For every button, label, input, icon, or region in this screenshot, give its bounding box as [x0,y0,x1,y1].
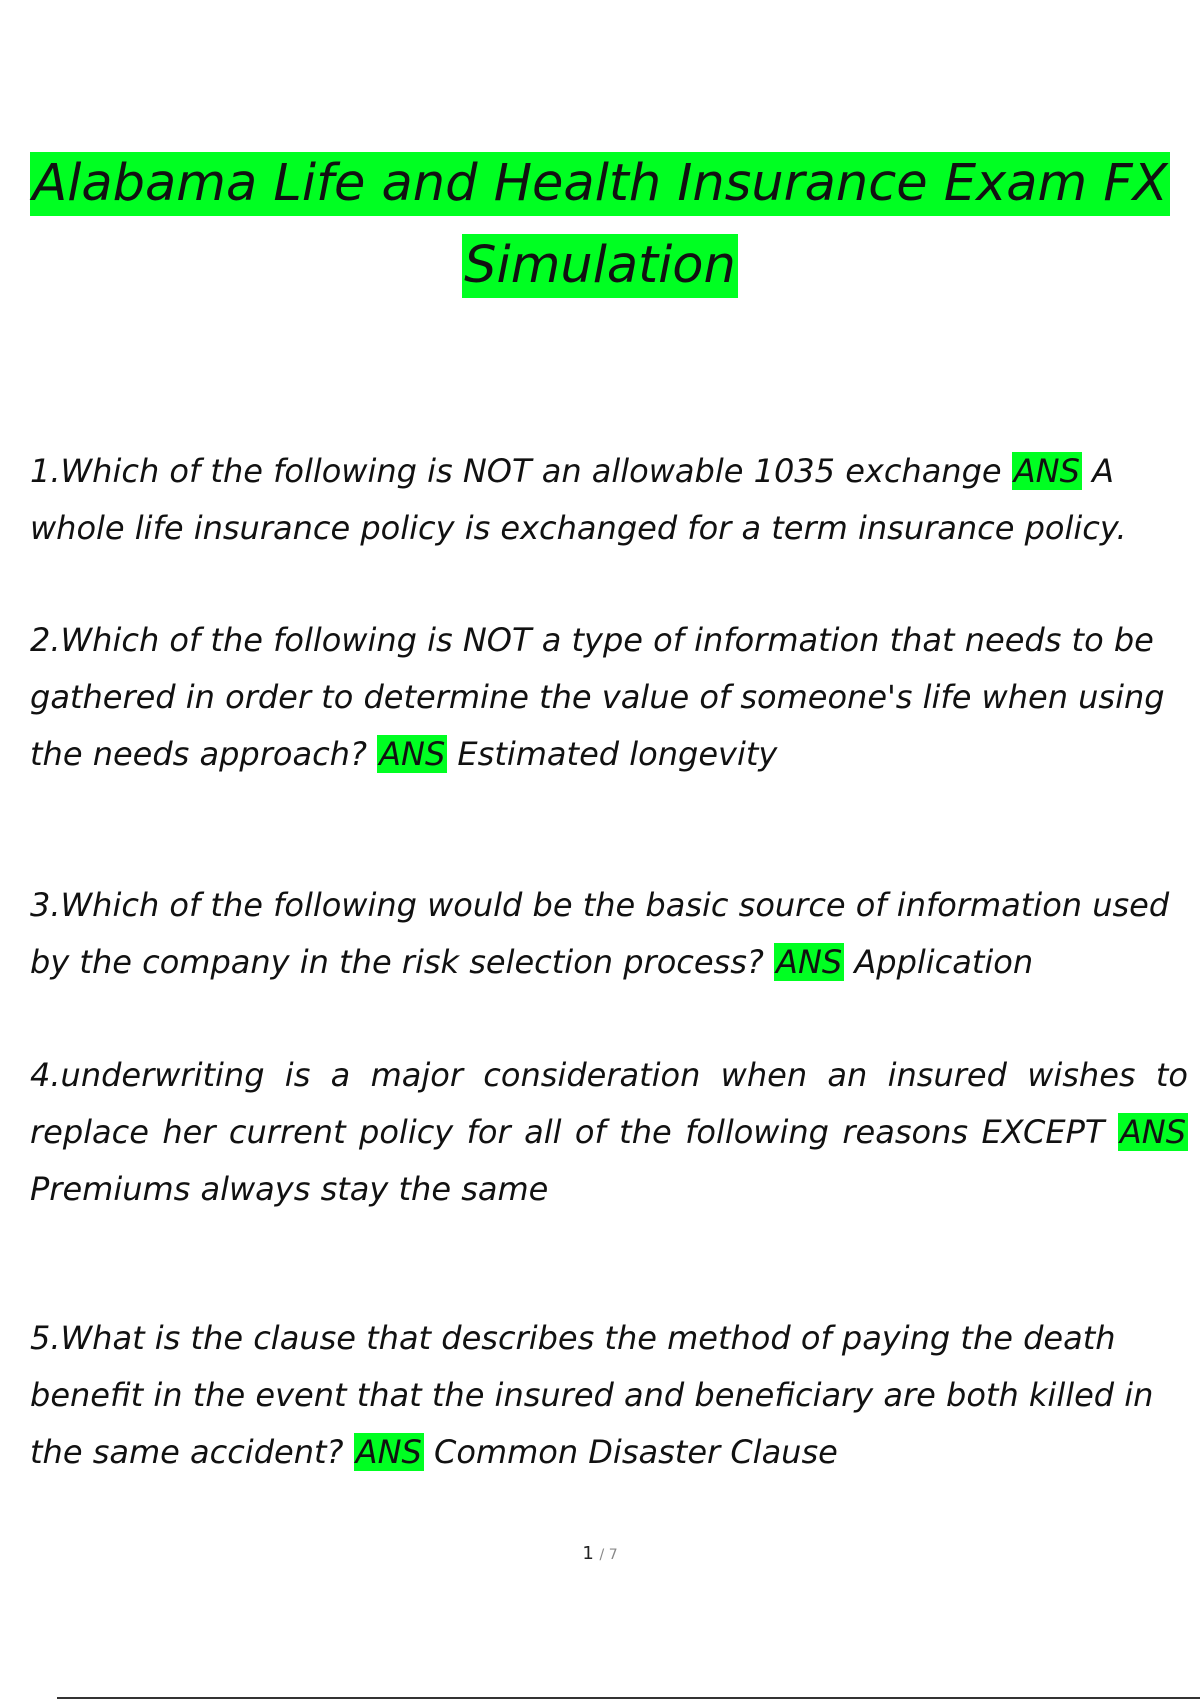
question-text: underwriting is a major consideration when an insured wishes to replace her current policy for all of the following reasons EXCEPT [30,1056,1188,1151]
answer-label: ANS [379,735,446,773]
question-item-2 [30,612,1188,783]
answer-label: ANS [1119,1113,1186,1151]
answer-text: Application [854,943,1034,981]
current-page: 1 [582,1543,594,1564]
answer-label: ANS [1013,452,1080,490]
question-text: Which of the following is NOT an allowable 1035 exchange [60,452,1002,490]
answer-label: ANS [355,1433,422,1471]
question-text: Which of the following is NOT a type of information that needs to be gathered in order to determine the value of someone's life when using the needs approach? [30,621,1165,773]
question-text: Which of the following would be the basic source of information used by the company in the risk selection process? [30,886,1170,981]
answer-text: A whole life insurance policy is exchanged for a term insurance policy. [30,452,1127,547]
question-number: 5. [30,1319,61,1357]
page-indicator [0,1543,1200,1564]
question-number: 3. [30,886,61,924]
title-line-2: Simulation [462,234,738,298]
answer-text: Premiums always stay the same [30,1170,549,1208]
question-item-1 [30,443,1188,557]
question-number: 1. [30,452,61,490]
document-title [0,152,1200,298]
page-divider [57,1697,1200,1699]
question-item-4 [30,1047,1188,1218]
title-line-1: Alabama Life and Health Insurance Exam FX [30,152,1169,216]
total-pages: / 7 [599,1547,618,1563]
question-item-5 [30,1310,1188,1481]
question-item-3 [30,877,1188,991]
question-number: 4. [30,1056,61,1094]
answer-label: ANS [776,943,843,981]
answer-text: Estimated longevity [457,735,778,773]
answer-text: Common Disaster Clause [433,1433,838,1471]
question-number: 2. [30,621,61,659]
question-text: What is the clause that describes the method of paying the death benefit in the event that the insured and beneficiary are both killed in the same accident? [30,1319,1154,1471]
